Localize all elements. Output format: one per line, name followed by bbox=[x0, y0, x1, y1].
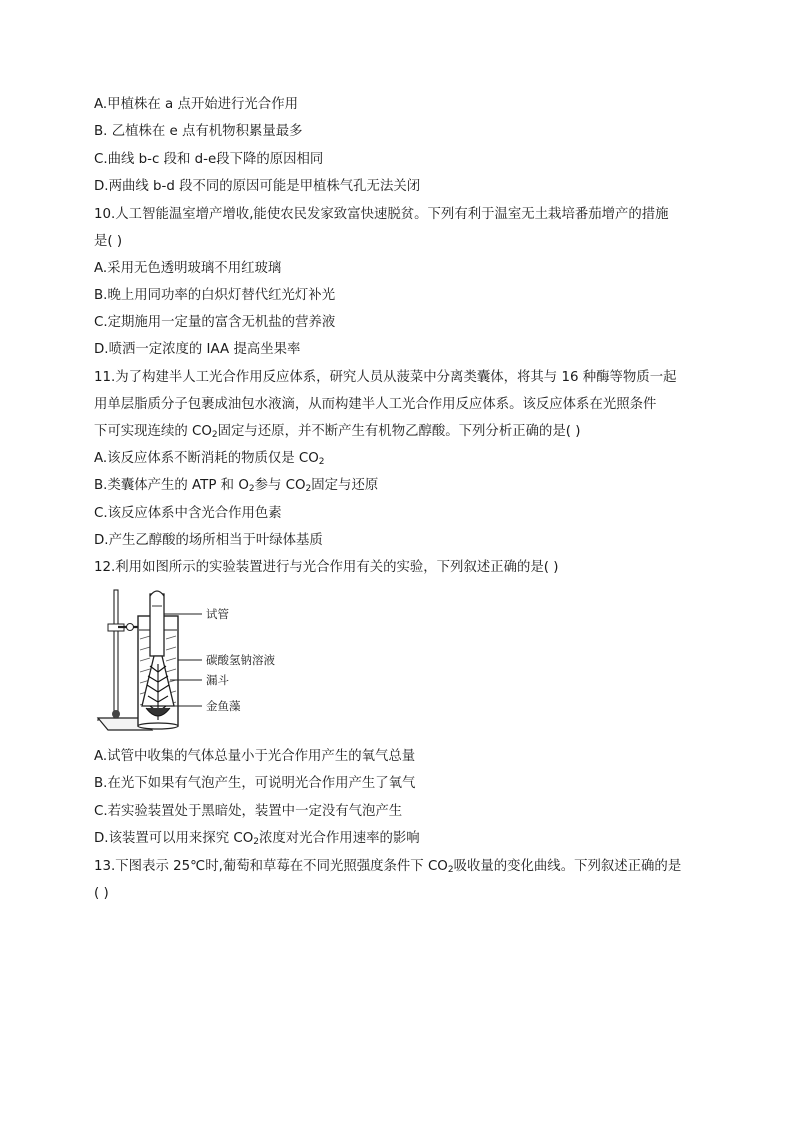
q11-option-b: B.类囊体产生的 ATP 和 $O_2$参与 $CO_2$固定与还原 bbox=[94, 478, 379, 494]
q9-option-d: D.两曲线 b-d 段不同的原因可能是甲植株气孔无法关闭 bbox=[94, 179, 421, 194]
q9-option-a: A.甲植株在 a 点开始进行光合作用 bbox=[94, 97, 298, 112]
q10-stem-line2: 是( ) bbox=[94, 234, 123, 249]
q11-stem-line2: 用单层脂质分子包裹成油包水液滴，从而构建半人工光合作用反应体系。该反应体系在光照条件 bbox=[94, 397, 657, 412]
q11-stem-line3: 下可实现连续的 $CO_2$固定与还原，并不断产生有机物乙醇酸。下列分析正确的是( ) bbox=[94, 424, 581, 440]
q13-stem-line1: 13.下图表示 25℃时,葡萄和草莓在不同光照强度条件下 $CO_2$吸收量的变化曲线。下列叙述正确的是 bbox=[94, 859, 682, 875]
q11-option-a: A.该反应体系不断消耗的物质仅是 $CO_2$ bbox=[94, 451, 325, 467]
q11-stem-line1: 11.为了构建半人工光合作用反应体系，研究人员从菠菜中分离类囊体，将其与 16 种酶等物质一起 bbox=[94, 370, 677, 385]
experiment-apparatus-figure bbox=[94, 584, 284, 734]
q10-stem-line1: 10.人工智能温室增产增收,能使农民发家致富快速脱贫。下列有利于温室无土栽培番茄增产的措施 bbox=[94, 207, 669, 222]
q10-option-d: D.喷洒一定浓度的 IAA 提高坐果率 bbox=[94, 342, 301, 357]
q11-option-c: C.该反应体系中含光合作用色素 bbox=[94, 506, 282, 521]
q12-option-a: A.试管中收集的气体总量小于光合作用产生的氧气总量 bbox=[94, 749, 416, 764]
q10-option-b: B.晚上用同功率的白炽灯替代红光灯补光 bbox=[94, 288, 336, 303]
q11-option-d: D.产生乙醇酸的场所相当于叶绿体基质 bbox=[94, 533, 323, 548]
q12-option-b: B.在光下如果有气泡产生，可说明光合作用产生了氧气 bbox=[94, 776, 416, 791]
q12-option-c: C.若实验装置处于黑暗处，装置中一定没有气泡产生 bbox=[94, 804, 403, 819]
q10-option-a: A.采用无色透明玻璃不用红玻璃 bbox=[94, 261, 282, 276]
q9-option-c: C.曲线 b-c 段和 d-e段下降的原因相同 bbox=[94, 152, 324, 167]
q10-option-c: C.定期施用一定量的富含无机盐的营养液 bbox=[94, 315, 336, 330]
label-funnel: 漏斗 bbox=[206, 673, 229, 687]
q9-option-b: B. 乙植株在 e 点有机物积累量最多 bbox=[94, 124, 303, 139]
q13-stem-line2: ( ) bbox=[94, 886, 109, 901]
label-test-tube: 试管 bbox=[206, 607, 229, 621]
q12-stem: 12.利用如图所示的实验装置进行与光合作用有关的实验，下列叙述正确的是( ) bbox=[94, 560, 559, 575]
q12-option-d: D.该装置可以用来探究 $CO_2$浓度对光合作用速率的影响 bbox=[94, 831, 420, 847]
label-hornwort: 金鱼藻 bbox=[206, 699, 241, 713]
label-bicarbonate-solution: 碳酸氢钠溶液 bbox=[206, 653, 275, 667]
